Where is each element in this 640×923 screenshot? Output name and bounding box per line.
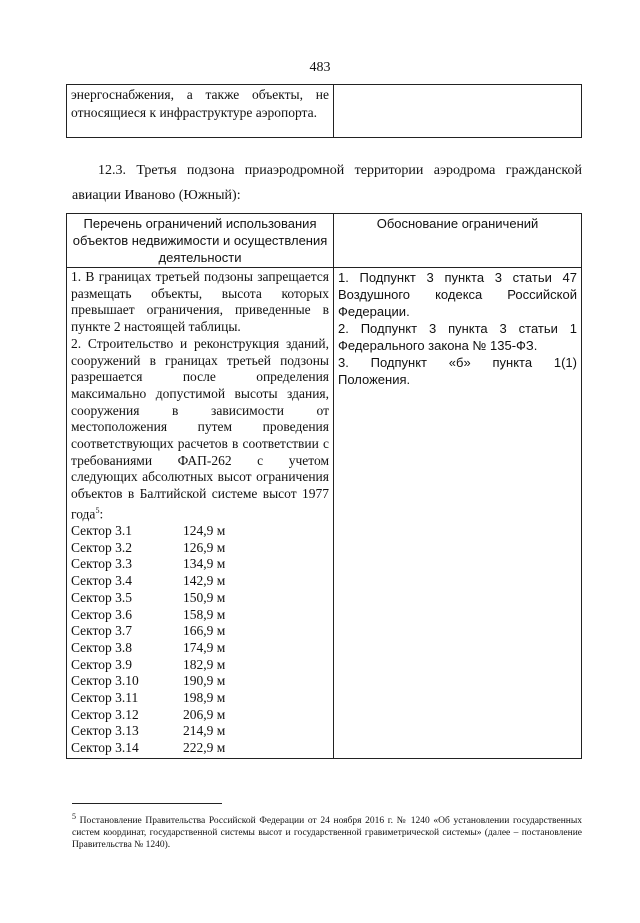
- footnote-reference: 5: [95, 505, 100, 515]
- sector-row: [71, 740, 329, 757]
- sector-height: 198,9 м: [183, 690, 226, 706]
- sector-name: Сектор 3.1: [71, 523, 133, 539]
- sector-row: [71, 523, 329, 540]
- sector-height-list: [71, 523, 329, 757]
- sector-name: Сектор 3.5: [71, 589, 133, 605]
- sector-height: 206,9 м: [183, 706, 226, 722]
- sector-name: Сектор 3.11: [71, 690, 139, 706]
- sector-row: [71, 607, 329, 624]
- page-number: 483: [309, 60, 331, 75]
- sector-name: Сектор 3.2: [71, 539, 133, 555]
- sector-height: 214,9 м: [183, 723, 226, 739]
- sector-name: Сектор 3.3: [71, 556, 133, 572]
- restriction-item-2-text: 2. Строительство и реконструкция зданий, сооружений в границах третьей подзоны разрешается после определения максимально допустимой высоты здания, сооружения в зависимости от местоположения путем проведения соответствующих расчетов в соответствии с требованиями ФАП-262 с учетом следующих абсолютных высот ограничения объектов в Балтийской системе высот 1977 года: [71, 335, 329, 522]
- table-header-row: [67, 214, 582, 268]
- sector-row: [71, 690, 329, 707]
- justification-item-3: 3. Подпункт «б» пункта 1(1) Положения.: [338, 355, 577, 387]
- continued-table: [66, 84, 582, 138]
- sector-name: Сектор 3.10: [71, 673, 139, 689]
- header-restrictions-list: Перечень ограничений использования объектов недвижимости и осуществления деятельности: [67, 214, 334, 268]
- sector-name: Сектор 3.6: [71, 606, 133, 622]
- restrictions-table: [66, 213, 582, 759]
- sector-row: [71, 707, 329, 724]
- sector-row: [71, 673, 329, 690]
- footnote-marker: 5: [72, 812, 76, 821]
- sector-row: [71, 556, 329, 573]
- sector-height: 126,9 м: [183, 539, 226, 555]
- sector-name: Сектор 3.7: [71, 623, 133, 639]
- sector-row: [71, 657, 329, 674]
- table-body-row: [67, 268, 582, 759]
- justification-item-2: 2. Подпункт 3 пункта 3 статьи 1 Федерального закона № 135-ФЗ.: [338, 321, 577, 353]
- continued-table-right-cell: [334, 85, 582, 138]
- justification-item-1: 1. Подпункт 3 пункта 3 статьи 47 Воздушного кодекса Российской Федерации.: [338, 270, 577, 319]
- justification-cell: [334, 268, 582, 759]
- sector-height: 182,9 м: [183, 656, 226, 672]
- sector-row: [71, 640, 329, 657]
- sector-row: [71, 590, 329, 607]
- header-justification: Обоснование ограничений: [334, 214, 582, 268]
- footnote-separator: [72, 803, 222, 804]
- sector-height: 150,9 м: [183, 589, 226, 605]
- sector-name: Сектор 3.13: [71, 723, 139, 739]
- sector-row: [71, 623, 329, 640]
- footnote-text: Постановление Правительства Российской Федерации от 24 ноября 2016 г. № 1240 «Об установлении государственных систем координат, государственной системы высот и государственной гравиметрической системы» (далее – постановление Правительства № 1240).: [72, 816, 582, 851]
- section-heading: 12.3. Третья подзона приаэродромной территории аэродрома гражданской авиации Иваново (Южный):: [72, 163, 582, 203]
- restriction-item-2: [71, 336, 329, 523]
- sector-row: [71, 540, 329, 557]
- sector-name: Сектор 3.8: [71, 639, 133, 655]
- sector-height: 222,9 м: [183, 740, 226, 756]
- sector-height: 166,9 м: [183, 623, 226, 639]
- continued-table-left-cell: энергоснабжения, а также объекты, не относящиеся к инфраструктуре аэропорта.: [67, 85, 334, 138]
- sector-row: [71, 723, 329, 740]
- sector-name: Сектор 3.14: [71, 740, 139, 756]
- sector-height: 174,9 м: [183, 639, 226, 655]
- sector-height: 124,9 м: [183, 523, 226, 539]
- sector-name: Сектор 3.9: [71, 656, 133, 672]
- sector-height: 158,9 м: [183, 606, 226, 622]
- sector-height: 142,9 м: [183, 573, 226, 589]
- sector-row: [71, 573, 329, 590]
- sector-height: 134,9 м: [183, 556, 226, 572]
- sector-name: Сектор 3.12: [71, 706, 139, 722]
- footnote: [72, 811, 582, 851]
- restriction-item-2-colon: :: [99, 506, 104, 522]
- restriction-item-1: 1. В границах третьей подзоны запрещается размещать объекты, высота которых превышает ограничения, приведенные в пункте 2 настоящей таблицы.: [71, 269, 329, 335]
- restrictions-cell: [67, 268, 334, 759]
- sector-name: Сектор 3.4: [71, 573, 133, 589]
- sector-height: 190,9 м: [183, 673, 226, 689]
